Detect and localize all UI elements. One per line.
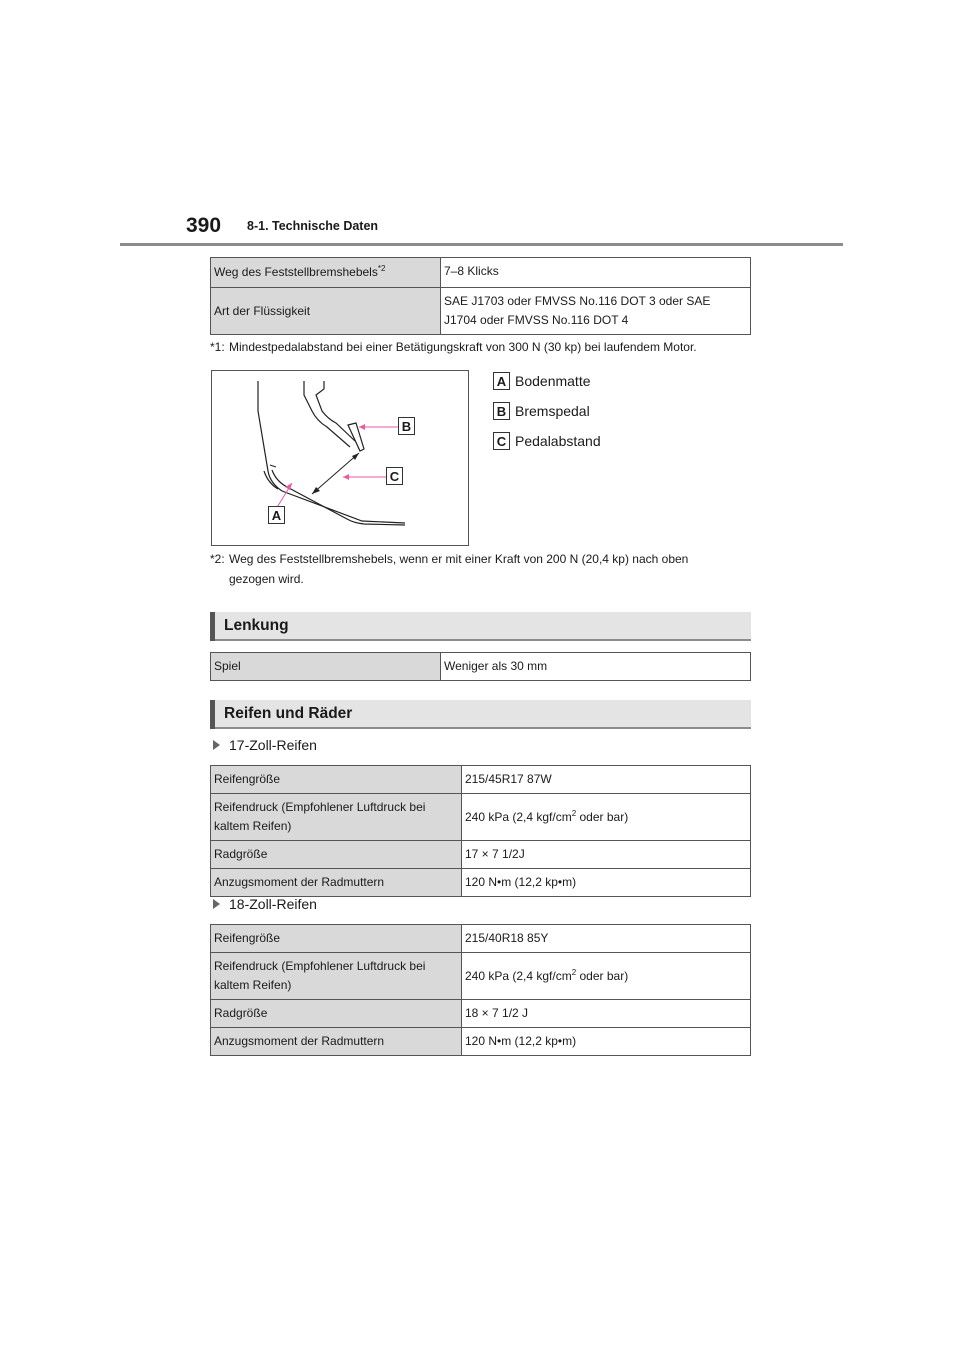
header-divider xyxy=(120,243,843,246)
legend-item xyxy=(493,426,601,456)
triangle-bullet-icon xyxy=(213,899,220,909)
footnote-1 xyxy=(210,337,770,357)
table-value: 240 kPa (2,4 kgf/$cm^2$ oder bar) xyxy=(462,953,751,1000)
triangle-bullet-icon xyxy=(213,740,220,750)
table-value: SAE J1703 oder FMVSS No.116 DOT 3 oder SAE J1704 oder FMVSS No.116 DOT 4 xyxy=(441,288,751,335)
legend-item xyxy=(493,396,601,426)
footnote-text: Mindestpedalabstand bei einer Betätigungskraft von 300 N (30 kp) bei laufendem Motor. xyxy=(229,340,697,354)
legend-label: Pedalabstand xyxy=(515,433,601,449)
page-number: 390 xyxy=(186,214,222,237)
footnote-text: Weg des Feststellbremshebels, wenn er mit einer Kraft von 200 N (20,4 kp) nach oben gezogen wird. xyxy=(229,552,689,586)
legend-badge: C xyxy=(493,432,510,450)
table-key: Reifengröße xyxy=(211,766,462,794)
table-row xyxy=(211,258,751,288)
section-heading-steering xyxy=(210,612,751,641)
table-key: Reifengröße xyxy=(211,925,462,953)
table-key: Reifendruck (Empfohlener Luftdruck bei kaltem Reifen) xyxy=(211,953,462,1000)
legend-badge: A xyxy=(493,372,510,390)
pedal-diagram-svg xyxy=(212,371,468,545)
heading-accent xyxy=(210,612,215,641)
table-row xyxy=(211,794,751,841)
brake-spec-table xyxy=(210,257,751,335)
heading-label: Lenkung xyxy=(224,617,289,634)
table-row xyxy=(211,1028,751,1056)
pedal-diagram xyxy=(211,370,469,546)
table-key: Art der Flüssigkeit xyxy=(211,288,441,335)
legend-label: Bremspedal xyxy=(515,403,590,419)
footnote-mark: *2: xyxy=(210,552,225,566)
section-title: 8-1. Technische Daten xyxy=(247,219,379,233)
table-row xyxy=(211,841,751,869)
table-key: Spiel xyxy=(211,653,441,681)
tire17-spec-table xyxy=(210,765,751,897)
subheading-label: 17-Zoll-Reifen xyxy=(229,737,317,753)
section-heading-tires xyxy=(210,700,751,729)
table-row xyxy=(211,925,751,953)
table-row xyxy=(211,869,751,897)
legend-label: Bodenmatte xyxy=(515,373,591,389)
table-value: 120 N•m (12,2 kp•m) xyxy=(462,869,751,897)
heading-label: Reifen und Räder xyxy=(224,705,353,722)
table-value: 7–8 Klicks xyxy=(441,258,751,288)
table-value: 240 kPa (2,4 kgf/$cm^2$ oder bar) xyxy=(462,794,751,841)
subheading-label: 18-Zoll-Reifen xyxy=(229,896,317,912)
table-key: Anzugsmoment der Radmuttern xyxy=(211,869,462,897)
subheading-18-inch xyxy=(213,896,317,912)
table-key: Radgröße xyxy=(211,1000,462,1028)
steering-spec-table xyxy=(210,652,751,681)
table-value: 120 N•m (12,2 kp•m) xyxy=(462,1028,751,1056)
table-row xyxy=(211,766,751,794)
table-key: Radgröße xyxy=(211,841,462,869)
table-key: Anzugsmoment der Radmuttern xyxy=(211,1028,462,1056)
table-row xyxy=(211,1000,751,1028)
subheading-17-inch xyxy=(213,737,317,753)
table-row xyxy=(211,953,751,1000)
tire18-spec-table xyxy=(210,924,751,1056)
table-value: 17 × 7 1/2J xyxy=(462,841,751,869)
table-key: Reifendruck (Empfohlener Luftdruck bei kaltem Reifen) xyxy=(211,794,462,841)
footnote-mark: *1: xyxy=(210,340,225,354)
heading-accent xyxy=(210,700,215,729)
table-value: Weniger als 30 mm xyxy=(441,653,751,681)
diagram-legend xyxy=(493,366,601,456)
table-row xyxy=(211,288,751,335)
diagram-label-b: B xyxy=(398,417,415,435)
diagram-label-a: A xyxy=(268,506,285,524)
table-value: 215/45R17 87W xyxy=(462,766,751,794)
footnote-2 xyxy=(210,549,770,589)
table-key: Weg des Feststellbremshebels$^{*2}$ xyxy=(211,258,441,288)
legend-item xyxy=(493,366,601,396)
table-value: 215/40R18 85Y xyxy=(462,925,751,953)
legend-badge: B xyxy=(493,402,510,420)
table-row xyxy=(211,653,751,681)
diagram-label-c: C xyxy=(386,467,403,485)
table-value: 18 × 7 1/2 J xyxy=(462,1000,751,1028)
